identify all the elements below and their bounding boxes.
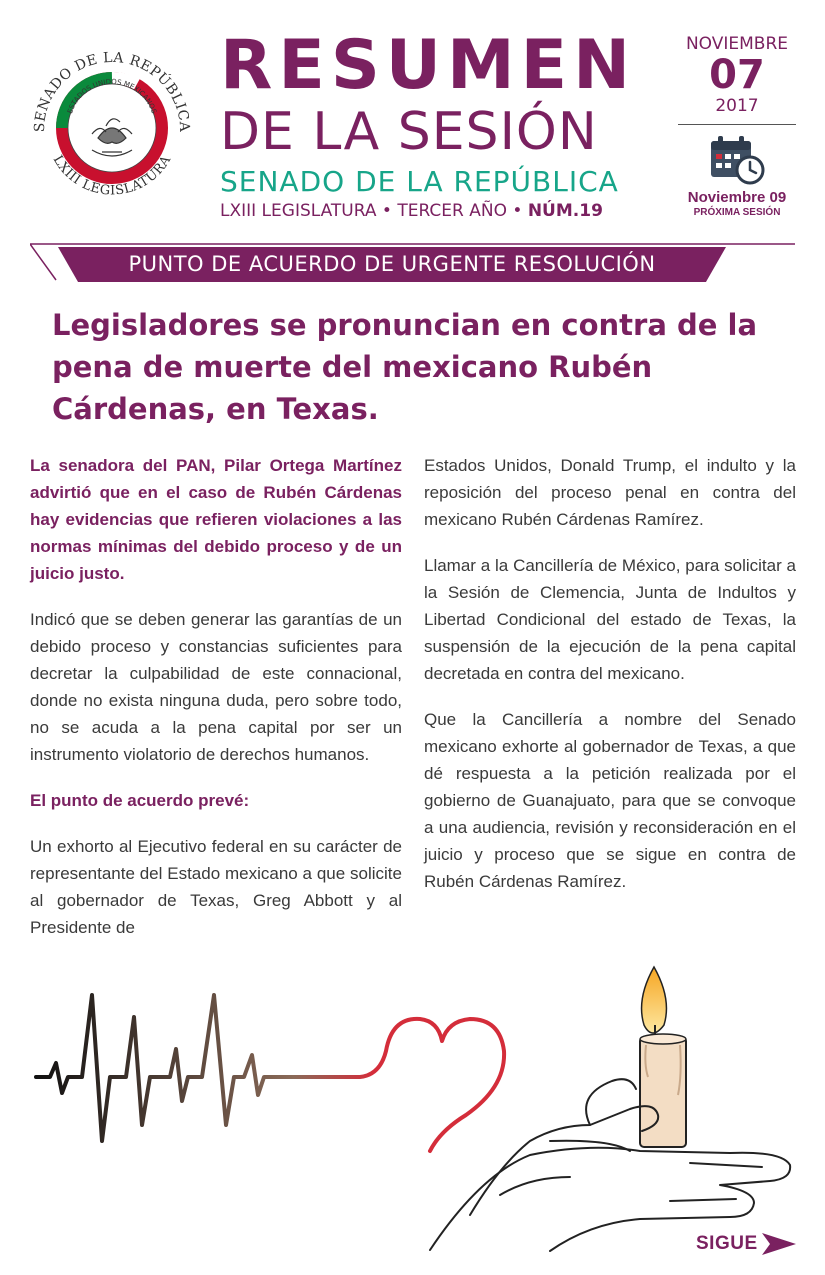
next-session-date: Noviembre 09 xyxy=(687,189,787,206)
continue-label[interactable]: SIGUE xyxy=(696,1233,758,1254)
date-month: NOVIEMBRE xyxy=(685,34,789,54)
article-paragraph: Estados Unidos, Donald Trump, el indulto y la reposición del proceso penal en contra del mexicano Rubén Cárdenas Ramírez. xyxy=(424,456,796,529)
masthead-subtitle: DE LA SESIÓN xyxy=(220,102,598,162)
masthead-title: RESUMEN xyxy=(220,26,637,105)
article-subhead: El punto de acuerdo prevé: xyxy=(30,791,250,810)
calendar-clock-icon xyxy=(709,135,765,185)
article-column-right xyxy=(424,452,796,914)
hands-icon xyxy=(430,1079,790,1251)
seal-bottom-text: LXIII LEGISLATURA xyxy=(49,152,175,199)
senate-seal xyxy=(22,38,200,206)
article-column-left xyxy=(30,452,402,960)
date-divider xyxy=(678,124,796,125)
article-paragraph: Un exhorto al Ejecutivo federal en su carácter de representante del Estado mexicano a que solicite al gobernador de Texas, Greg Abbott y al Presidente de xyxy=(30,837,402,937)
date-day: 07 xyxy=(709,52,765,98)
heartbeat-candle-illustration xyxy=(30,955,800,1255)
heartbeat-line xyxy=(36,995,504,1151)
legislature-line xyxy=(220,200,670,222)
session-date xyxy=(678,34,796,219)
continue-link[interactable] xyxy=(696,1230,800,1258)
article-lead: La senadora del PAN, Pilar Ortega Martínez advirtió que en el caso de Rubén Cárdenas hay evidencias que refieren violaciones a las normas mínimas del debido proceso y de un juicio justo. xyxy=(30,456,402,583)
legislature-text: LXIII LEGISLATURA • TERCER AÑO • xyxy=(220,201,523,221)
seal-inner-text: ESTADOS UNIDOS MEXICANOS xyxy=(66,77,158,115)
article-paragraph: Que la Cancillería a nombre del Senado mexicano exhorte al gobernador de Texas, a que dé respuesta a la petición realizada por el gobierno de Guanajuato, para que se convoque a una audiencia, revisión y reconsideración en el juicio y proceso que se sigue en contra de Rubén Cárdenas Ramírez. xyxy=(424,710,796,891)
section-banner-text: PUNTO DE ACUERDO DE URGENTE RESOLUCIÓN xyxy=(128,252,656,276)
masthead xyxy=(220,26,670,222)
institution-name: SENADO DE LA REPÚBLICA xyxy=(220,165,619,198)
issue-number: NÚM.19 xyxy=(527,201,603,221)
article-paragraph: Indicó que se deben generar las garantías de un debido proceso y constancias suficientes para decretar la culpabilidad de este connacional, donde no exista ninguna duda, pero sobre todo, no se acuda a la pena capital por ser un instrumento violatorio de derechos humanos. xyxy=(30,610,402,764)
candle-icon xyxy=(640,967,686,1147)
date-year: 2017 xyxy=(715,96,759,116)
article-paragraph: Llamar a la Cancillería de México, para solicitar a la Sesión de Clemencia, Junta de Indultos y Libertad Condicional del estado de Texas, la suspensión de la ejecución de la pena capital decretada en contra del mexicano. xyxy=(424,556,796,683)
seal-outer-text: SENADO DE LA REPÚBLICA xyxy=(31,49,193,133)
article-headline: Legisladores se pronuncian en contra de la pena de muerte del mexicano Rubén Cárdenas, en Texas. xyxy=(52,308,758,426)
next-session-label: PRÓXIMA SESIÓN xyxy=(693,207,781,218)
arrow-right-icon[interactable] xyxy=(762,1233,796,1255)
